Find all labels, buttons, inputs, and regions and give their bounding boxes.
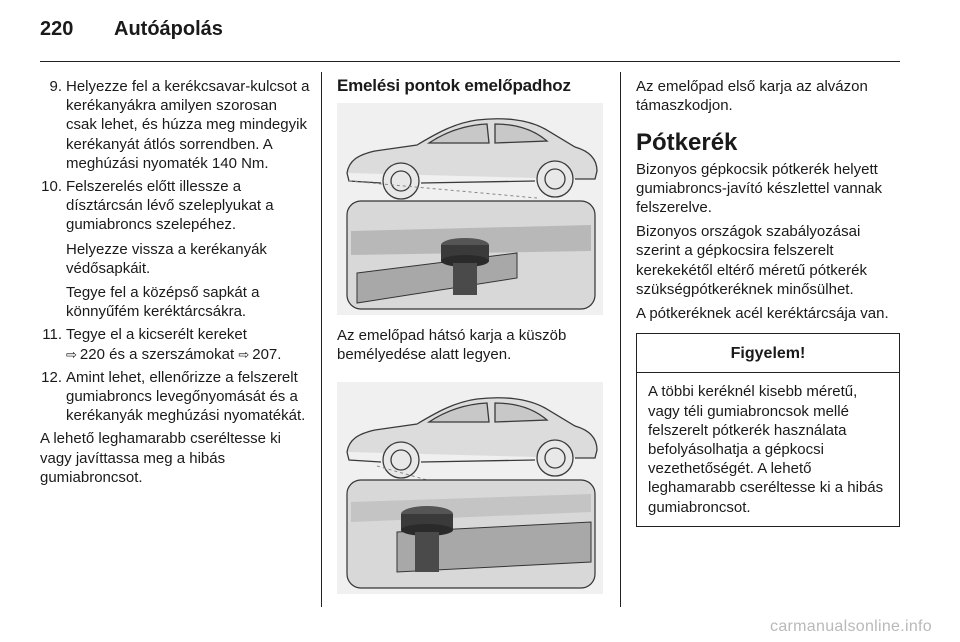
- lift-detail-inset: [347, 480, 595, 588]
- column-divider-2: [620, 72, 621, 607]
- middle-column: [337, 77, 607, 594]
- closing-paragraph: A lehető leghamarabb cseréltesse ki vagy javíttassa meg a hibás gumiabroncsot.: [40, 430, 281, 486]
- list-item: [40, 325, 310, 363]
- item-text: Tegye fel a középső sapkát a könnyűfém keréktárcsákra.: [66, 284, 260, 321]
- figure-caption: Az emelőpad hátsó karja a küszöb bemélyedése alatt legyen.: [337, 327, 567, 364]
- right-column: [636, 77, 904, 527]
- item-text-part: és a szerszámokat: [104, 345, 239, 363]
- item-text: Amint lehet, ellenőrizze a felszerelt gumiabroncs levegőnyomását és a kerékanyák meghúzási nyomatékát.: [66, 368, 306, 425]
- list-item: [40, 77, 310, 173]
- left-column: [40, 77, 310, 492]
- body-paragraph: Bizonyos gépkocsik pótkerék helyett gumiabroncs-javító készlettel vannak felszerelve.: [636, 160, 882, 217]
- header-rule: [40, 61, 900, 62]
- page-reference-link[interactable]: ⇨ 220: [66, 346, 105, 363]
- warning-body: A többi keréknél kisebb méretű, vagy téli gumiabroncsok mellé felszerelt pótkerék használata befolyásolhatja a gépkocsi vezethetőségét. A lehető leghamarabb cseréltesse ki a hibás gumiabroncsot.: [648, 383, 884, 516]
- body-paragraph: Bizonyos országok szabályozásai szerint a gépkocsira felszerelt kerekekétől eltérő méretű pótkerék szükségpótkeréknek minősülhet.: [636, 223, 867, 298]
- page-reference-link[interactable]: ⇨ 207.: [238, 346, 281, 363]
- lift-point-illustration-front: [337, 382, 603, 594]
- section-title: Pótkerék: [636, 129, 738, 157]
- warning-title: Figyelem!: [637, 334, 899, 373]
- item-number: 12.: [41, 368, 62, 386]
- section-heading: Emelési pontok emelőpadhoz: [337, 76, 571, 95]
- list-item: [40, 177, 310, 321]
- body-paragraph: A pótkeréknek acél keréktárcsája van.: [636, 305, 889, 323]
- item-number: 11.: [42, 326, 62, 344]
- item-text: Helyezze vissza a kerékanyák védősapkáit.: [66, 240, 267, 277]
- list-item: [40, 368, 310, 426]
- item-number: 9.: [49, 78, 62, 95]
- lift-detail-inset: [347, 201, 595, 309]
- page-header: [40, 18, 223, 41]
- column-divider-1: [321, 72, 322, 607]
- page-number: 220: [40, 18, 74, 40]
- chapter-title: Autóápolás: [114, 18, 223, 40]
- intro-paragraph: Az emelőpad első karja az alvázon támaszkodjon.: [636, 78, 868, 115]
- item-number: 10.: [41, 178, 62, 196]
- item-text-part: Tegye el a kicserélt kereket: [66, 326, 247, 344]
- watermark: carmanualsonline.info: [770, 618, 932, 635]
- lift-point-illustration-rear: [337, 103, 603, 315]
- item-text: [66, 325, 310, 363]
- warning-box: [636, 333, 900, 527]
- item-text: Felszerelés előtt illessze a dísztárcsán lévő szeleplyukat a gumiabroncs szelepéhez.: [66, 178, 274, 234]
- item-text: Helyezze fel a kerékcsavar-kulcsot a kerékanyákra amilyen szorosan csak lehet, és húzza meg mindegyik kerékanyát átlós sorrendben. A meghúzási nyomaték 140 Nm.: [66, 78, 310, 172]
